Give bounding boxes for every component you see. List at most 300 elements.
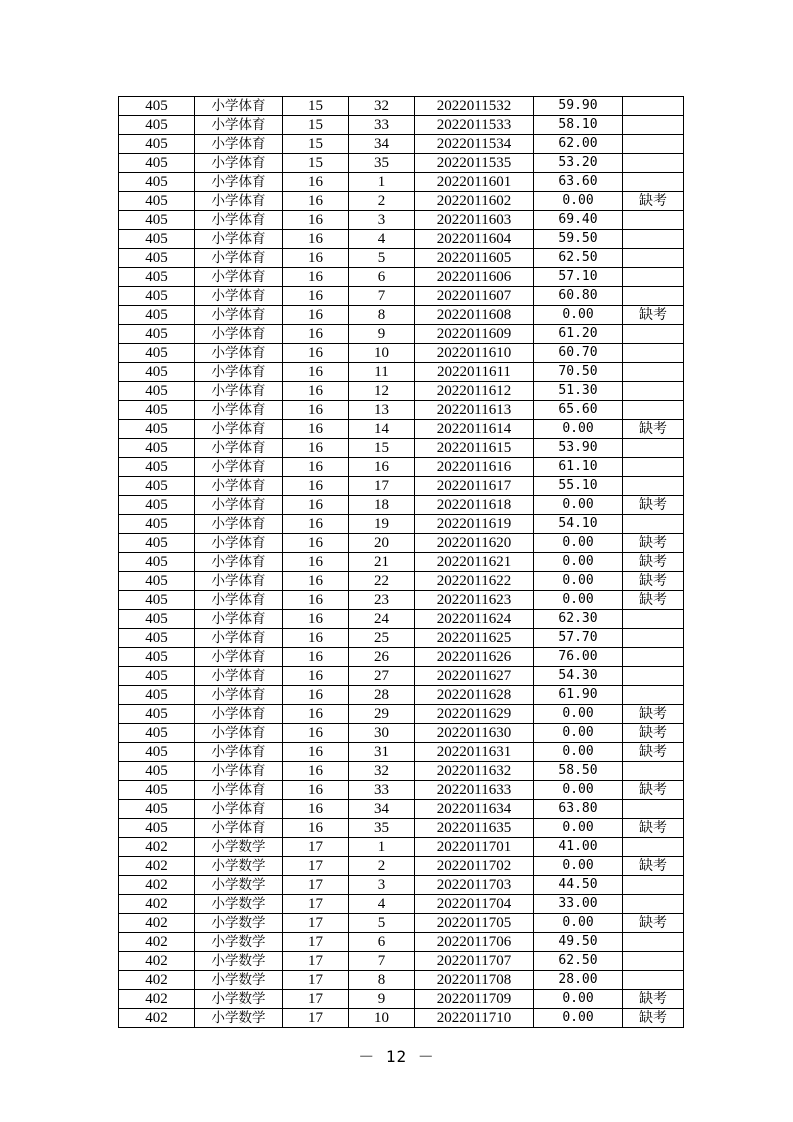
- table-row: [119, 629, 684, 648]
- score-cell: 0.00: [534, 914, 623, 933]
- room-number-cell: 16: [283, 287, 349, 306]
- exam-code-cell: 405: [119, 116, 195, 135]
- subject-cell: 小学体育: [195, 154, 283, 173]
- subject-cell: 小学体育: [195, 629, 283, 648]
- remark-cell: 缺考: [623, 192, 684, 211]
- table-row: [119, 192, 684, 211]
- room-number-cell: 15: [283, 154, 349, 173]
- subject-cell: 小学数学: [195, 895, 283, 914]
- seat-number-cell: 17: [349, 477, 415, 496]
- ticket-number-cell: 2022011607: [415, 287, 534, 306]
- ticket-number-cell: 2022011608: [415, 306, 534, 325]
- seat-number-cell: 19: [349, 515, 415, 534]
- table-row: [119, 268, 684, 287]
- ticket-number-cell: 2022011633: [415, 781, 534, 800]
- subject-cell: 小学体育: [195, 610, 283, 629]
- score-cell: 53.20: [534, 154, 623, 173]
- room-number-cell: 17: [283, 952, 349, 971]
- room-number-cell: 16: [283, 515, 349, 534]
- exam-code-cell: 405: [119, 477, 195, 496]
- exam-code-cell: 405: [119, 648, 195, 667]
- ticket-number-cell: 2022011623: [415, 591, 534, 610]
- ticket-number-cell: 2022011701: [415, 838, 534, 857]
- ticket-number-cell: 2022011612: [415, 382, 534, 401]
- room-number-cell: 16: [283, 686, 349, 705]
- exam-code-cell: 405: [119, 287, 195, 306]
- subject-cell: 小学体育: [195, 819, 283, 838]
- ticket-number-cell: 2022011634: [415, 800, 534, 819]
- remark-cell: [623, 610, 684, 629]
- remark-cell: [623, 173, 684, 192]
- subject-cell: 小学体育: [195, 591, 283, 610]
- room-number-cell: 16: [283, 363, 349, 382]
- exam-code-cell: 405: [119, 135, 195, 154]
- room-number-cell: 16: [283, 401, 349, 420]
- score-cell: 41.00: [534, 838, 623, 857]
- subject-cell: 小学体育: [195, 705, 283, 724]
- exam-code-cell: 405: [119, 382, 195, 401]
- score-cell: 0.00: [534, 705, 623, 724]
- remark-cell: 缺考: [623, 553, 684, 572]
- exam-code-cell: 402: [119, 990, 195, 1009]
- remark-cell: 缺考: [623, 705, 684, 724]
- subject-cell: 小学体育: [195, 287, 283, 306]
- seat-number-cell: 21: [349, 553, 415, 572]
- exam-code-cell: 405: [119, 553, 195, 572]
- score-cell: 62.00: [534, 135, 623, 154]
- seat-number-cell: 9: [349, 325, 415, 344]
- seat-number-cell: 20: [349, 534, 415, 553]
- room-number-cell: 15: [283, 97, 349, 116]
- subject-cell: 小学体育: [195, 268, 283, 287]
- seat-number-cell: 5: [349, 914, 415, 933]
- exam-code-cell: 405: [119, 306, 195, 325]
- subject-cell: 小学体育: [195, 553, 283, 572]
- exam-code-cell: 405: [119, 800, 195, 819]
- remark-cell: 缺考: [623, 857, 684, 876]
- subject-cell: 小学体育: [195, 420, 283, 439]
- room-number-cell: 16: [283, 249, 349, 268]
- room-number-cell: 16: [283, 439, 349, 458]
- seat-number-cell: 3: [349, 211, 415, 230]
- exam-code-cell: 405: [119, 762, 195, 781]
- ticket-number-cell: 2022011632: [415, 762, 534, 781]
- ticket-number-cell: 2022011532: [415, 97, 534, 116]
- subject-cell: 小学体育: [195, 325, 283, 344]
- room-number-cell: 17: [283, 914, 349, 933]
- remark-cell: [623, 154, 684, 173]
- table-row: [119, 819, 684, 838]
- ticket-number-cell: 2022011606: [415, 268, 534, 287]
- ticket-number-cell: 2022011617: [415, 477, 534, 496]
- score-cell: 0.00: [534, 781, 623, 800]
- table-row: [119, 990, 684, 1009]
- room-number-cell: 16: [283, 629, 349, 648]
- table-row: [119, 667, 684, 686]
- table-row: [119, 572, 684, 591]
- remark-cell: [623, 401, 684, 420]
- exam-code-cell: 405: [119, 268, 195, 287]
- remark-cell: [623, 648, 684, 667]
- table-row: [119, 382, 684, 401]
- score-cell: 0.00: [534, 990, 623, 1009]
- seat-number-cell: 11: [349, 363, 415, 382]
- exam-code-cell: 405: [119, 420, 195, 439]
- room-number-cell: 16: [283, 819, 349, 838]
- remark-cell: [623, 363, 684, 382]
- seat-number-cell: 10: [349, 1009, 415, 1028]
- seat-number-cell: 22: [349, 572, 415, 591]
- seat-number-cell: 33: [349, 781, 415, 800]
- score-cell: 76.00: [534, 648, 623, 667]
- exam-code-cell: 405: [119, 439, 195, 458]
- subject-cell: 小学体育: [195, 135, 283, 154]
- exam-code-cell: 402: [119, 971, 195, 990]
- room-number-cell: 16: [283, 420, 349, 439]
- ticket-number-cell: 2022011635: [415, 819, 534, 838]
- room-number-cell: 17: [283, 933, 349, 952]
- exam-code-cell: 405: [119, 781, 195, 800]
- ticket-number-cell: 2022011631: [415, 743, 534, 762]
- room-number-cell: 16: [283, 268, 349, 287]
- room-number-cell: 16: [283, 762, 349, 781]
- subject-cell: 小学体育: [195, 781, 283, 800]
- table-row: [119, 876, 684, 895]
- remark-cell: [623, 838, 684, 857]
- seat-number-cell: 35: [349, 154, 415, 173]
- seat-number-cell: 5: [349, 249, 415, 268]
- ticket-number-cell: 2022011609: [415, 325, 534, 344]
- ticket-number-cell: 2022011619: [415, 515, 534, 534]
- ticket-number-cell: 2022011621: [415, 553, 534, 572]
- remark-cell: [623, 382, 684, 401]
- score-cell: 62.30: [534, 610, 623, 629]
- remark-cell: [623, 895, 684, 914]
- seat-number-cell: 7: [349, 287, 415, 306]
- seat-number-cell: 26: [349, 648, 415, 667]
- table-row: [119, 762, 684, 781]
- remark-cell: 缺考: [623, 534, 684, 553]
- exam-code-cell: 405: [119, 401, 195, 420]
- subject-cell: 小学体育: [195, 116, 283, 135]
- table-row: [119, 135, 684, 154]
- room-number-cell: 16: [283, 534, 349, 553]
- room-number-cell: 16: [283, 458, 349, 477]
- ticket-number-cell: 2022011630: [415, 724, 534, 743]
- remark-cell: [623, 135, 684, 154]
- seat-number-cell: 4: [349, 895, 415, 914]
- room-number-cell: 17: [283, 1009, 349, 1028]
- exam-code-cell: 405: [119, 496, 195, 515]
- remark-cell: 缺考: [623, 781, 684, 800]
- seat-number-cell: 35: [349, 819, 415, 838]
- table-row: [119, 952, 684, 971]
- remark-cell: [623, 933, 684, 952]
- subject-cell: 小学体育: [195, 534, 283, 553]
- exam-code-cell: 402: [119, 952, 195, 971]
- exam-code-cell: 405: [119, 534, 195, 553]
- score-cell: 58.50: [534, 762, 623, 781]
- exam-code-cell: 405: [119, 724, 195, 743]
- seat-number-cell: 33: [349, 116, 415, 135]
- seat-number-cell: 31: [349, 743, 415, 762]
- remark-cell: [623, 211, 684, 230]
- score-cell: 58.10: [534, 116, 623, 135]
- exam-code-cell: 405: [119, 610, 195, 629]
- room-number-cell: 17: [283, 838, 349, 857]
- remark-cell: [623, 971, 684, 990]
- score-cell: 0.00: [534, 857, 623, 876]
- table-row: [119, 553, 684, 572]
- score-cell: 0.00: [534, 724, 623, 743]
- subject-cell: 小学数学: [195, 1009, 283, 1028]
- subject-cell: 小学体育: [195, 211, 283, 230]
- exam-code-cell: 405: [119, 173, 195, 192]
- table-row: [119, 97, 684, 116]
- ticket-number-cell: 2022011705: [415, 914, 534, 933]
- room-number-cell: 16: [283, 382, 349, 401]
- subject-cell: 小学体育: [195, 192, 283, 211]
- room-number-cell: 16: [283, 496, 349, 515]
- score-cell: 63.60: [534, 173, 623, 192]
- exam-code-cell: 405: [119, 743, 195, 762]
- score-cell: 57.70: [534, 629, 623, 648]
- score-cell: 59.90: [534, 97, 623, 116]
- subject-cell: 小学数学: [195, 914, 283, 933]
- seat-number-cell: 7: [349, 952, 415, 971]
- remark-cell: 缺考: [623, 1009, 684, 1028]
- ticket-number-cell: 2022011622: [415, 572, 534, 591]
- ticket-number-cell: 2022011709: [415, 990, 534, 1009]
- remark-cell: [623, 249, 684, 268]
- remark-cell: [623, 667, 684, 686]
- table-row: [119, 895, 684, 914]
- table-row: [119, 591, 684, 610]
- ticket-number-cell: 2022011613: [415, 401, 534, 420]
- score-cell: 0.00: [534, 553, 623, 572]
- exam-code-cell: 405: [119, 819, 195, 838]
- exam-code-cell: 405: [119, 230, 195, 249]
- ticket-number-cell: 2022011603: [415, 211, 534, 230]
- remark-cell: [623, 287, 684, 306]
- subject-cell: 小学体育: [195, 249, 283, 268]
- table-row: [119, 857, 684, 876]
- seat-number-cell: 29: [349, 705, 415, 724]
- remark-cell: [623, 344, 684, 363]
- seat-number-cell: 25: [349, 629, 415, 648]
- remark-cell: 缺考: [623, 306, 684, 325]
- score-cell: 51.30: [534, 382, 623, 401]
- ticket-number-cell: 2022011601: [415, 173, 534, 192]
- score-cell: 61.10: [534, 458, 623, 477]
- exam-code-cell: 402: [119, 876, 195, 895]
- remark-cell: [623, 439, 684, 458]
- seat-number-cell: 4: [349, 230, 415, 249]
- seat-number-cell: 27: [349, 667, 415, 686]
- seat-number-cell: 32: [349, 762, 415, 781]
- room-number-cell: 16: [283, 572, 349, 591]
- room-number-cell: 16: [283, 781, 349, 800]
- remark-cell: 缺考: [623, 819, 684, 838]
- ticket-number-cell: 2022011626: [415, 648, 534, 667]
- table-row: [119, 249, 684, 268]
- table-row: [119, 116, 684, 135]
- ticket-number-cell: 2022011618: [415, 496, 534, 515]
- ticket-number-cell: 2022011704: [415, 895, 534, 914]
- table-row: [119, 648, 684, 667]
- table-row: [119, 211, 684, 230]
- remark-cell: [623, 325, 684, 344]
- table-row: [119, 173, 684, 192]
- table-row: [119, 363, 684, 382]
- subject-cell: 小学数学: [195, 838, 283, 857]
- subject-cell: 小学数学: [195, 971, 283, 990]
- ticket-number-cell: 2022011703: [415, 876, 534, 895]
- table-row: [119, 933, 684, 952]
- room-number-cell: 16: [283, 591, 349, 610]
- score-cell: 60.80: [534, 287, 623, 306]
- score-cell: 65.60: [534, 401, 623, 420]
- score-cell: 54.10: [534, 515, 623, 534]
- table-row: [119, 344, 684, 363]
- remark-cell: [623, 458, 684, 477]
- remark-cell: [623, 876, 684, 895]
- subject-cell: 小学数学: [195, 857, 283, 876]
- score-cell: 53.90: [534, 439, 623, 458]
- room-number-cell: 16: [283, 306, 349, 325]
- room-number-cell: 16: [283, 230, 349, 249]
- score-cell: 0.00: [534, 1009, 623, 1028]
- seat-number-cell: 9: [349, 990, 415, 1009]
- score-cell: 0.00: [534, 591, 623, 610]
- exam-code-cell: 405: [119, 97, 195, 116]
- table-row: [119, 914, 684, 933]
- exam-code-cell: 405: [119, 249, 195, 268]
- remark-cell: 缺考: [623, 914, 684, 933]
- score-cell: 69.40: [534, 211, 623, 230]
- subject-cell: 小学体育: [195, 382, 283, 401]
- remark-cell: [623, 800, 684, 819]
- remark-cell: [623, 762, 684, 781]
- ticket-number-cell: 2022011534: [415, 135, 534, 154]
- remark-cell: [623, 477, 684, 496]
- exam-code-cell: 405: [119, 211, 195, 230]
- seat-number-cell: 24: [349, 610, 415, 629]
- remark-cell: [623, 97, 684, 116]
- room-number-cell: 17: [283, 990, 349, 1009]
- score-cell: 60.70: [534, 344, 623, 363]
- room-number-cell: 16: [283, 344, 349, 363]
- table-row: [119, 800, 684, 819]
- table-row: [119, 610, 684, 629]
- subject-cell: 小学体育: [195, 572, 283, 591]
- score-cell: 54.30: [534, 667, 623, 686]
- room-number-cell: 16: [283, 192, 349, 211]
- ticket-number-cell: 2022011535: [415, 154, 534, 173]
- table-row: [119, 420, 684, 439]
- ticket-number-cell: 2022011627: [415, 667, 534, 686]
- room-number-cell: 16: [283, 610, 349, 629]
- ticket-number-cell: 2022011615: [415, 439, 534, 458]
- subject-cell: 小学体育: [195, 724, 283, 743]
- score-cell: 0.00: [534, 819, 623, 838]
- seat-number-cell: 1: [349, 173, 415, 192]
- seat-number-cell: 28: [349, 686, 415, 705]
- table-row: [119, 705, 684, 724]
- score-cell: 63.80: [534, 800, 623, 819]
- exam-code-cell: 402: [119, 933, 195, 952]
- table-row: [119, 401, 684, 420]
- room-number-cell: 16: [283, 648, 349, 667]
- room-number-cell: 16: [283, 743, 349, 762]
- score-cell: 57.10: [534, 268, 623, 287]
- subject-cell: 小学体育: [195, 515, 283, 534]
- ticket-number-cell: 2022011708: [415, 971, 534, 990]
- score-cell: 44.50: [534, 876, 623, 895]
- subject-cell: 小学体育: [195, 363, 283, 382]
- exam-code-cell: 402: [119, 838, 195, 857]
- remark-cell: [623, 268, 684, 287]
- table-row: [119, 496, 684, 515]
- score-cell: 70.50: [534, 363, 623, 382]
- score-cell: 0.00: [534, 572, 623, 591]
- remark-cell: [623, 952, 684, 971]
- subject-cell: 小学体育: [195, 496, 283, 515]
- table-row: [119, 686, 684, 705]
- exam-code-cell: 402: [119, 1009, 195, 1028]
- seat-number-cell: 10: [349, 344, 415, 363]
- ticket-number-cell: 2022011602: [415, 192, 534, 211]
- seat-number-cell: 34: [349, 800, 415, 819]
- seat-number-cell: 2: [349, 192, 415, 211]
- seat-number-cell: 15: [349, 439, 415, 458]
- remark-cell: [623, 116, 684, 135]
- remark-cell: 缺考: [623, 420, 684, 439]
- room-number-cell: 16: [283, 705, 349, 724]
- remark-cell: [623, 629, 684, 648]
- seat-number-cell: 18: [349, 496, 415, 515]
- table-row: [119, 154, 684, 173]
- seat-number-cell: 13: [349, 401, 415, 420]
- subject-cell: 小学体育: [195, 800, 283, 819]
- seat-number-cell: 34: [349, 135, 415, 154]
- subject-cell: 小学体育: [195, 173, 283, 192]
- room-number-cell: 17: [283, 857, 349, 876]
- seat-number-cell: 3: [349, 876, 415, 895]
- exam-code-cell: 402: [119, 857, 195, 876]
- subject-cell: 小学体育: [195, 477, 283, 496]
- table-row: [119, 306, 684, 325]
- subject-cell: 小学体育: [195, 306, 283, 325]
- score-cell: 0.00: [534, 496, 623, 515]
- subject-cell: 小学数学: [195, 952, 283, 971]
- table-row: [119, 534, 684, 553]
- score-cell: 62.50: [534, 249, 623, 268]
- remark-cell: [623, 515, 684, 534]
- room-number-cell: 15: [283, 135, 349, 154]
- exam-code-cell: 405: [119, 192, 195, 211]
- ticket-number-cell: 2022011611: [415, 363, 534, 382]
- room-number-cell: 16: [283, 477, 349, 496]
- subject-cell: 小学体育: [195, 686, 283, 705]
- score-cell: 28.00: [534, 971, 623, 990]
- subject-cell: 小学体育: [195, 667, 283, 686]
- seat-number-cell: 8: [349, 971, 415, 990]
- room-number-cell: 17: [283, 971, 349, 990]
- room-number-cell: 16: [283, 724, 349, 743]
- exam-code-cell: 405: [119, 344, 195, 363]
- room-number-cell: 16: [283, 173, 349, 192]
